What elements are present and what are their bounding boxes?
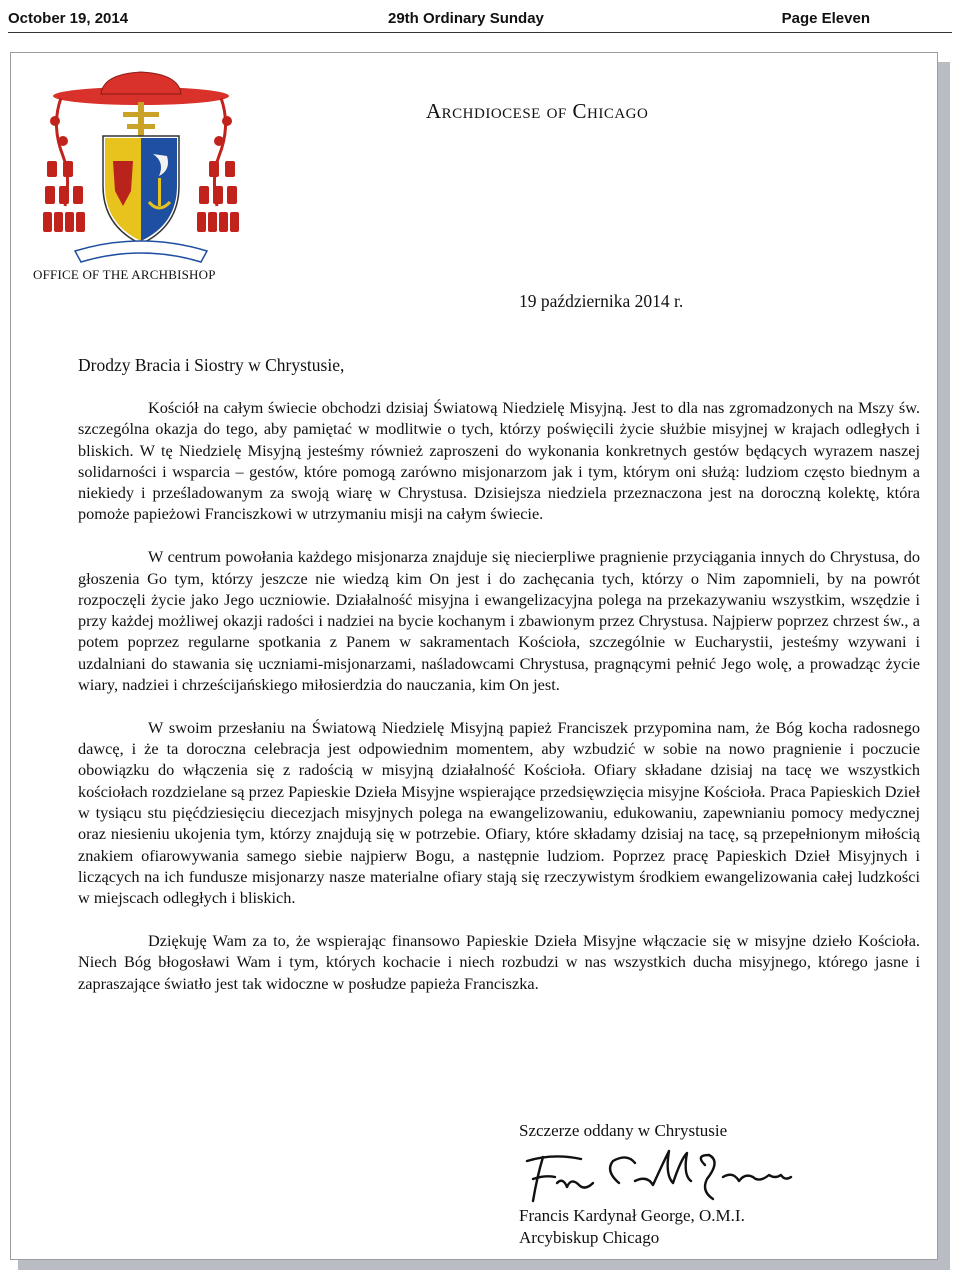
paragraph: Kościół na całym świecie obchodzi dzisiaj Światową Niedzielę Misyjną. Jest to dla nas zgromadzonych na Mszy św. szczególna okazja do tego, aby pamiętać w modlitwie o tych, którzy poświęcili życie służbie misyjnej w krajach odległych i bliskich. W tę Niedzielę Misyjną jesteśmy również zaproszeni do wykonania konkretnych gestów będących wyrazem naszej solidarności i wsparcia – gestów, które pomogą zarówno misjonarzom jak i tym, którym oni służą: ludziom często biednym a niekiedy i prześladowanym za swoją wiarę w Chrystusa. Dzisiejsza niedziela przeznaczona jest na doroczną kolektę, która pomoże papieżowi Franciszkowi w utrzymaniu misji na całym świecie. bbox=[78, 398, 920, 524]
header-page-number: Page Eleven bbox=[781, 10, 870, 27]
header-title: 29th Ordinary Sunday bbox=[388, 10, 544, 27]
page-header bbox=[8, 8, 952, 33]
coat-of-arms-icon bbox=[41, 66, 241, 266]
letter-body bbox=[78, 397, 920, 1015]
header-date: October 19, 2014 bbox=[8, 10, 129, 27]
signer-name: Francis Kardynał George, O.M.I. bbox=[519, 1206, 745, 1225]
letter-date: 19 października 2014 r. bbox=[519, 291, 684, 311]
salutation: Drodzy Bracia i Siostry w Chrystusie, bbox=[78, 355, 345, 375]
signer-title: Arcybiskup Chicago bbox=[519, 1228, 660, 1247]
handwritten-signature-icon bbox=[523, 1147, 793, 1205]
organization-name: Archdiocese of Chicago bbox=[426, 99, 649, 123]
paragraph: W swoim przesłaniu na Światową Niedzielę Misyjną papież Franciszek przypomina nam, że Bóg kocha radosnego dawcę, i że ta doroczna celebracja jest odpowiednim momentem, aby wzbudzić w sobie na nowo pragnienie i poczucie obowiązku do włączenia się z radością w misyjną działalność Kościoła. Ofiary składane dzisiaj na tacę we wszystkich kościołach rozdzielane są przez Papieskie Dzieła Misyjne wspierające przedsięwzięcia misyjne Kościoła. Praca Papieskich Dzieł w tysiącu stu pięćdziesięciu diecezjach misyjnych polega na ewangelizowaniu, edukowaniu, zapewnianiu pomocy medycznej oraz niesieniu ukojenia tym, którzy znajdują się w potrzebie. Ofiary, które składamy dzisiaj na tacę, są przepełnionym miłością znakiem ofiarowywania samego siebie najpierw Bogu, a następnie ludziom. Poprzez pracę Papieskich Dzieł Misyjnych i liczących na ich fundusze misjonarzy nasze materialne ofiary stają się rzeczywistym środkiem ewangelizowania całej ludzkości w miejscach odległych i bliskich. bbox=[78, 717, 920, 908]
paragraph: W centrum powołania każdego misjonarza znajduje się niecierpliwe pragnienie przyciągania innych do Chrystusa, do głoszenia Go tym, którzy jeszcze nie wiedzą kim On jest i do zachęcania tych, którzy o Nim zapomnieli, by na powrót rozpoczęli życie jako Jego uczniowie. Działalność misyjna i ewangelizacyjna polega na przekazywaniu wszystkim, wszędzie i przy każdej możliwej okazji radości i nadziei na bycie kochanym i zbawionym przez Chrystusa. Najpierw poprzez chrzest św., a potem poprzez regularne spotkania z Panem w sakramentach Kościoła, szczególnie w Eucharystii, jesteśmy wzywani i uzdalniani do stawania się uczniami-misjonarzami, naśladowcami Chrystusa, pragnącymi pełnić Jego wolę, a prowadząc życie wiary, nadziei i chrześcijańskiego miłosierdzia do nauczania, kim On jest. bbox=[78, 547, 920, 695]
office-name: OFFICE OF THE ARCHBISHOP bbox=[33, 267, 216, 282]
closing-phrase: Szczerze oddany w Chrystusie bbox=[519, 1121, 728, 1140]
paragraph: Dziękuję Wam za to, że wspierając finansowo Papieskie Dzieła Misyjne włączacie się w misyjne dzieło Kościoła. Niech Bóg błogosławi Wam i tym, których kochacie i niech rozbudzi w nas wszystkich ducha misyjnego, którego jasne i zapraszające światło jest tak widoczne w posłudze papieża Franciszka. bbox=[78, 931, 920, 993]
letter-page bbox=[10, 52, 938, 1260]
